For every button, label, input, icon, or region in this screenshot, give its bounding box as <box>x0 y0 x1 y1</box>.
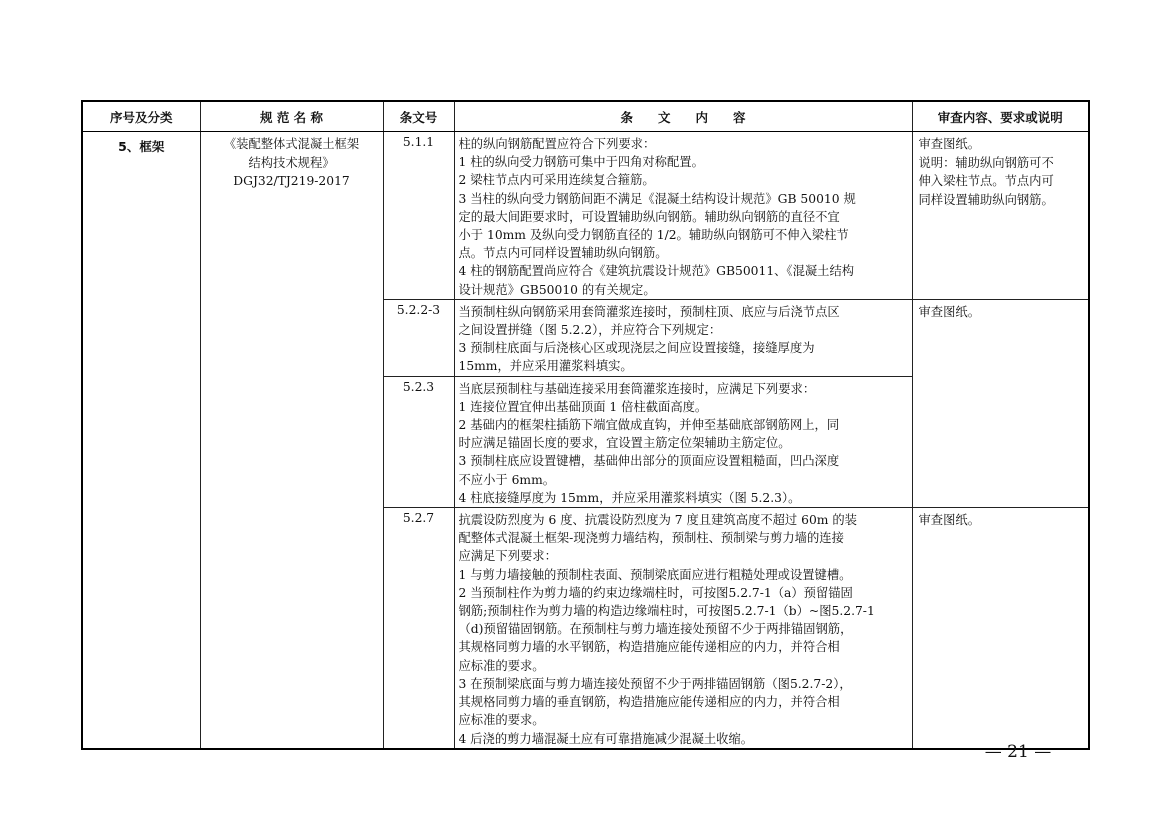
clause-line: 点。节点内可同样设置辅助纵向钢筋。 <box>458 246 668 261</box>
clause-line: 2 梁柱节点内可采用连续复合箍筋。 <box>458 173 655 188</box>
clause-content-cell <box>454 299 912 376</box>
review-line: 审查图纸。 <box>918 137 980 151</box>
clause-line: 当预制柱纵向钢筋采用套筒灌浆连接时，预制柱顶、底应与后浇节点区 <box>458 304 840 319</box>
category-cell <box>82 132 200 749</box>
header-clause-content: 条 文 内 容 <box>454 101 912 132</box>
clause-line: 设计规范》GB50010 的有关规定。 <box>458 282 656 297</box>
table-row <box>82 132 1089 300</box>
review-cell <box>912 508 1089 749</box>
clause-line: 小于 10mm 及纵向受力钢筋直径的 1/2。辅助纵向钢筋可不伸入梁柱节 <box>458 228 849 243</box>
standard-code: DGJ32/TJ219-2017 <box>233 174 350 188</box>
clause-line: 钢筋;预制柱作为剪力墙的构造边缘端柱时，可按图5.2.7-1（b）~图5.2.7-1 <box>458 604 875 619</box>
clause-line: 2 当预制柱作为剪力墙的约束边缘端柱时，可按图5.2.7-1（a）预留锚固 <box>458 585 853 600</box>
clause-number-cell <box>383 132 454 300</box>
page-number: — 21 — <box>984 742 1052 762</box>
clause-number: 5.2.3 <box>402 379 435 394</box>
clause-line: 3 预制柱底应设置键槽，基础伸出部分的顶面应设置粗糙面，凹凸深度 <box>458 454 840 469</box>
clause-line: 3 当柱的纵向受力钢筋间距不满足《混凝土结构设计规范》GB 50010 规 <box>458 191 856 206</box>
clause-number-cell <box>383 376 454 507</box>
clause-line: 4 柱底接缝厚度为 15mm，并应采用灌浆料填实（图 5.2.3）。 <box>458 490 801 505</box>
header-category: 序号及分类 <box>82 101 200 132</box>
header-review-requirements: 审查内容、要求或说明 <box>912 101 1089 132</box>
clause-line: 4 后浇的剪力墙混凝土应有可靠措施减少混凝土收缩。 <box>458 731 754 746</box>
clause-line: 2 基础内的框架柱插筋下端宜做成直钩，并伸至基础底部钢筋网上，同 <box>458 418 840 433</box>
clause-content-cell <box>454 376 912 507</box>
clause-line: （d)预留锚固钢筋。在预制柱与剪力墙连接处预留不少于两排锚固钢筋， <box>458 622 853 637</box>
clause-line: 当底层预制柱与基础连接采用套筒灌浆连接时，应满足下列要求： <box>458 381 816 396</box>
clause-line: 其规格同剪力墙的垂直钢筋，构造措施应能传递相应的内力，并符合相 <box>458 695 840 710</box>
header-standard-name: 规 范 名 称 <box>200 101 383 132</box>
clause-line: 抗震设防烈度为 6 度、抗震设防烈度为 7 度且建筑高度不超过 60m 的装 <box>458 513 857 528</box>
clause-line: 定的最大间距要求时，可设置辅助纵向钢筋。辅助纵向钢筋的直径不宜 <box>458 209 840 224</box>
clause-line: 不应小于 6mm。 <box>458 472 556 487</box>
review-line: 同样设置辅助纵向钢筋。 <box>918 192 1054 207</box>
table-header-row <box>82 101 1089 132</box>
header-clause-number: 条文号 <box>383 101 454 132</box>
clause-line: 之间设置拼缝（图 5.2.2），并应符合下列规定： <box>458 323 722 338</box>
review-line: 审查图纸。 <box>918 513 980 528</box>
clause-number: 5.1.1 <box>402 135 435 149</box>
clause-line: 3 在预制梁底面与剪力墙连接处预留不少于两排锚固钢筋（图5.2.7-2）， <box>458 676 852 691</box>
clause-line: 柱的纵向钢筋配置应符合下列要求： <box>458 137 656 151</box>
review-cell <box>912 132 1089 300</box>
review-line: 说明：辅助纵向钢筋可不 <box>918 155 1054 170</box>
standard-name-cell <box>200 132 383 749</box>
review-cell <box>912 299 1089 507</box>
clause-line: 应满足下列要求： <box>458 549 557 564</box>
clause-content-cell <box>454 508 912 749</box>
clause-line: 15mm，并应采用灌浆料填实。 <box>458 359 633 374</box>
clause-number-cell <box>383 508 454 749</box>
standard-name-line: 结构技术规程》 <box>248 155 335 170</box>
clause-line: 其规格同剪力墙的水平钢筋，构造措施应能传递相应的内力，并符合相 <box>458 640 840 655</box>
standard-name-line: 《装配整体式混凝土框架 <box>223 137 360 151</box>
review-table <box>81 100 1090 750</box>
clause-line: 应标准的要求。 <box>458 658 545 673</box>
review-line: 审查图纸。 <box>918 304 980 319</box>
review-line: 伸入梁柱节点。节点内可 <box>918 174 1054 188</box>
clause-line: 应标准的要求。 <box>458 713 545 728</box>
category-label: 5、框架 <box>118 139 165 154</box>
clause-number: 5.2.7 <box>402 511 435 526</box>
clause-line: 4 柱的钢筋配置尚应符合《建筑抗震设计规范》GB50011、《混凝土结构 <box>458 264 855 279</box>
clause-line: 时应满足锚固长度的要求，宜设置主筋定位架辅助主筋定位。 <box>458 436 791 451</box>
clause-line: 3 预制柱底面与后浇核心区或现浇层之间应设置接缝，接缝厚度为 <box>458 341 815 356</box>
clause-content-cell <box>454 132 912 300</box>
clause-number-cell <box>383 299 454 376</box>
clause-line: 1 与剪力墙接触的预制柱表面、预制梁底面应进行粗糙处理或设置键槽。 <box>458 567 852 582</box>
clause-line: 配整体式混凝土框架-现浇剪力墙结构，预制柱、预制梁与剪力墙的连接 <box>458 531 844 546</box>
clause-number: 5.2.2-3 <box>396 302 441 317</box>
clause-line: 1 连接位置宜伸出基础顶面 1 倍柱截面高度。 <box>458 399 708 414</box>
clause-line: 1 柱的纵向受力钢筋可集中于四角对称配置。 <box>458 155 704 170</box>
